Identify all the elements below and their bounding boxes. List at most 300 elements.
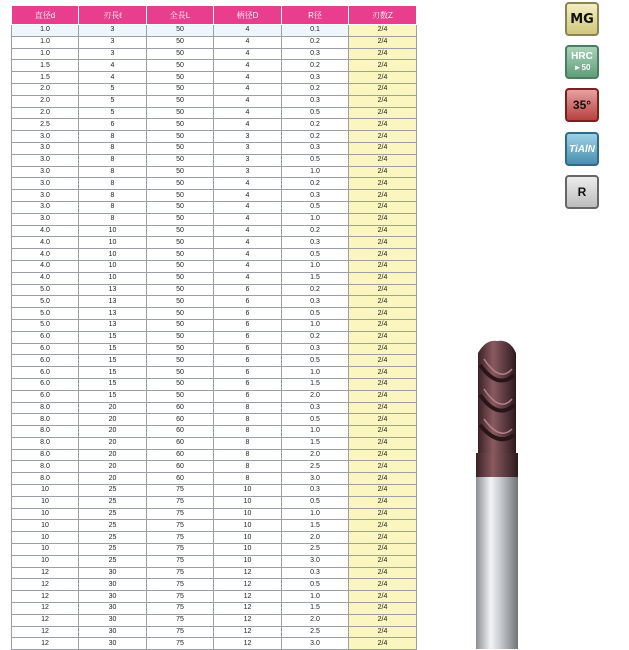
cell-overall-length: 75 [147, 603, 214, 615]
table-row [12, 296, 417, 308]
table-header-row [12, 6, 417, 25]
table-row [12, 567, 417, 579]
cell-corner-radius: 0.5 [282, 308, 349, 320]
cell-corner-radius: 0.1 [282, 25, 349, 37]
tool-shank [476, 475, 518, 649]
cell-diameter: 12 [12, 603, 79, 615]
cell-shank-diameter: 6 [214, 378, 282, 390]
cell-diameter: 6.0 [12, 378, 79, 390]
cell-flute-length: 20 [79, 449, 147, 461]
cell-flute-length: 20 [79, 437, 147, 449]
cell-diameter: 5.0 [12, 319, 79, 331]
cell-overall-length: 75 [147, 579, 214, 591]
cell-overall-length: 60 [147, 402, 214, 414]
cell-flute-length: 13 [79, 319, 147, 331]
cell-corner-radius: 3.0 [282, 638, 349, 650]
cell-flute-length: 8 [79, 201, 147, 213]
table-row [12, 402, 417, 414]
cell-corner-radius: 2.5 [282, 544, 349, 556]
cell-overall-length: 75 [147, 626, 214, 638]
cell-corner-radius: 3.0 [282, 473, 349, 485]
cell-flute-length: 15 [79, 390, 147, 402]
table-row [12, 260, 417, 272]
cell-shank-diameter: 10 [214, 485, 282, 497]
cell-flute-length: 20 [79, 426, 147, 438]
cell-shank-diameter: 10 [214, 496, 282, 508]
table-row [12, 131, 417, 143]
cell-flute-length: 13 [79, 296, 147, 308]
cell-flute-length: 13 [79, 284, 147, 296]
cell-flute-count: 2/4 [349, 437, 417, 449]
cell-overall-length: 60 [147, 437, 214, 449]
cell-flute-length: 13 [79, 308, 147, 320]
cell-overall-length: 50 [147, 60, 214, 72]
cell-shank-diameter: 10 [214, 544, 282, 556]
tool-neck [476, 453, 518, 477]
cell-shank-diameter: 4 [214, 25, 282, 37]
cell-corner-radius: 2.5 [282, 461, 349, 473]
coating-label: TiAlN [569, 143, 595, 155]
cell-flute-count: 2/4 [349, 390, 417, 402]
cell-flute-count: 2/4 [349, 60, 417, 72]
cell-flute-count: 2/4 [349, 567, 417, 579]
cell-flute-count: 2/4 [349, 485, 417, 497]
cell-shank-diameter: 4 [214, 237, 282, 249]
cell-shank-diameter: 4 [214, 83, 282, 95]
cell-flute-length: 30 [79, 579, 147, 591]
cell-diameter: 8.0 [12, 473, 79, 485]
cell-overall-length: 75 [147, 638, 214, 650]
table-row [12, 201, 417, 213]
cell-corner-radius: 0.5 [282, 414, 349, 426]
cell-diameter: 8.0 [12, 449, 79, 461]
table-row [12, 213, 417, 225]
cell-flute-length: 8 [79, 190, 147, 202]
cell-shank-diameter: 12 [214, 626, 282, 638]
header-shank-diameter: 柄径D [214, 6, 282, 25]
cell-overall-length: 50 [147, 225, 214, 237]
cell-flute-length: 5 [79, 107, 147, 119]
cell-flute-count: 2/4 [349, 319, 417, 331]
cell-shank-diameter: 8 [214, 461, 282, 473]
cell-diameter: 5.0 [12, 308, 79, 320]
cell-overall-length: 50 [147, 355, 214, 367]
cell-corner-radius: 1.0 [282, 166, 349, 178]
cell-flute-length: 20 [79, 473, 147, 485]
cell-shank-diameter: 4 [214, 190, 282, 202]
cell-corner-radius: 0.2 [282, 60, 349, 72]
cell-diameter: 12 [12, 614, 79, 626]
cell-diameter: 10 [12, 555, 79, 567]
cell-diameter: 4.0 [12, 249, 79, 261]
cell-corner-radius: 1.0 [282, 319, 349, 331]
cell-flute-count: 2/4 [349, 107, 417, 119]
cell-shank-diameter: 3 [214, 166, 282, 178]
cell-shank-diameter: 3 [214, 142, 282, 154]
cell-shank-diameter: 4 [214, 95, 282, 107]
cell-overall-length: 60 [147, 461, 214, 473]
cell-flute-count: 2/4 [349, 154, 417, 166]
table-row [12, 426, 417, 438]
cell-overall-length: 50 [147, 308, 214, 320]
cell-flute-count: 2/4 [349, 473, 417, 485]
cell-flute-count: 2/4 [349, 178, 417, 190]
cell-diameter: 10 [12, 520, 79, 532]
cell-overall-length: 60 [147, 449, 214, 461]
cell-overall-length: 50 [147, 331, 214, 343]
cell-flute-length: 8 [79, 213, 147, 225]
cell-corner-radius: 2.0 [282, 449, 349, 461]
cell-corner-radius: 1.0 [282, 591, 349, 603]
cell-flute-length: 10 [79, 249, 147, 261]
cell-diameter: 10 [12, 508, 79, 520]
cell-flute-count: 2/4 [349, 119, 417, 131]
table-row [12, 308, 417, 320]
cell-diameter: 10 [12, 532, 79, 544]
cell-flute-length: 10 [79, 260, 147, 272]
table-row [12, 414, 417, 426]
cell-flute-count: 2/4 [349, 142, 417, 154]
cell-flute-count: 2/4 [349, 166, 417, 178]
cell-diameter: 8.0 [12, 402, 79, 414]
cell-overall-length: 50 [147, 237, 214, 249]
cell-flute-length: 8 [79, 154, 147, 166]
cell-flute-length: 20 [79, 461, 147, 473]
table-row [12, 485, 417, 497]
cell-flute-count: 2/4 [349, 72, 417, 84]
cell-overall-length: 75 [147, 555, 214, 567]
cell-corner-radius: 0.3 [282, 343, 349, 355]
cell-flute-length: 6 [79, 119, 147, 131]
header-flute-count: 刃数Z [349, 6, 417, 25]
cell-shank-diameter: 3 [214, 131, 282, 143]
table-row [12, 107, 417, 119]
cell-corner-radius: 0.3 [282, 48, 349, 60]
cell-flute-count: 2/4 [349, 355, 417, 367]
cell-flute-length: 25 [79, 532, 147, 544]
cell-diameter: 6.0 [12, 355, 79, 367]
cell-shank-diameter: 4 [214, 225, 282, 237]
cell-overall-length: 50 [147, 296, 214, 308]
cell-diameter: 2.0 [12, 107, 79, 119]
cell-corner-radius: 0.3 [282, 402, 349, 414]
table-row [12, 603, 417, 615]
cell-flute-length: 8 [79, 131, 147, 143]
cell-flute-length: 25 [79, 508, 147, 520]
corner-radius-badge [565, 175, 599, 209]
table-row [12, 142, 417, 154]
cell-flute-count: 2/4 [349, 579, 417, 591]
cell-flute-count: 2/4 [349, 131, 417, 143]
cell-shank-diameter: 8 [214, 449, 282, 461]
cell-overall-length: 75 [147, 544, 214, 556]
cell-flute-length: 25 [79, 520, 147, 532]
table-row [12, 119, 417, 131]
cell-shank-diameter: 12 [214, 614, 282, 626]
table-row [12, 367, 417, 379]
cell-shank-diameter: 12 [214, 638, 282, 650]
cell-overall-length: 75 [147, 614, 214, 626]
cell-corner-radius: 0.3 [282, 237, 349, 249]
table-row [12, 190, 417, 202]
cell-overall-length: 75 [147, 591, 214, 603]
cell-overall-length: 50 [147, 119, 214, 131]
cell-flute-length: 10 [79, 237, 147, 249]
cell-shank-diameter: 4 [214, 272, 282, 284]
cell-overall-length: 50 [147, 131, 214, 143]
cell-corner-radius: 1.5 [282, 272, 349, 284]
cell-corner-radius: 0.2 [282, 331, 349, 343]
cell-overall-length: 60 [147, 414, 214, 426]
cell-flute-count: 2/4 [349, 402, 417, 414]
cell-shank-diameter: 12 [214, 591, 282, 603]
table-row [12, 508, 417, 520]
table-row [12, 555, 417, 567]
cell-overall-length: 60 [147, 426, 214, 438]
cell-diameter: 3.0 [12, 142, 79, 154]
spec-table [11, 5, 417, 650]
cell-shank-diameter: 3 [214, 154, 282, 166]
table-row [12, 166, 417, 178]
cell-overall-length: 50 [147, 166, 214, 178]
cell-flute-length: 4 [79, 72, 147, 84]
cell-corner-radius: 1.0 [282, 260, 349, 272]
cell-flute-length: 25 [79, 496, 147, 508]
table-row [12, 355, 417, 367]
cell-flute-length: 4 [79, 60, 147, 72]
hardness-badge [565, 45, 599, 79]
cell-flute-count: 2/4 [349, 213, 417, 225]
cell-flute-count: 2/4 [349, 555, 417, 567]
cell-flute-count: 2/4 [349, 190, 417, 202]
cell-flute-count: 2/4 [349, 237, 417, 249]
table-row [12, 343, 417, 355]
cell-flute-length: 25 [79, 555, 147, 567]
cell-flute-length: 30 [79, 567, 147, 579]
cell-overall-length: 75 [147, 485, 214, 497]
cell-overall-length: 50 [147, 319, 214, 331]
cell-flute-length: 10 [79, 272, 147, 284]
radius-label: R [577, 185, 587, 199]
cell-diameter: 4.0 [12, 272, 79, 284]
cell-diameter: 10 [12, 485, 79, 497]
cell-corner-radius: 1.5 [282, 520, 349, 532]
cell-flute-count: 2/4 [349, 331, 417, 343]
cell-shank-diameter: 8 [214, 473, 282, 485]
cell-corner-radius: 0.5 [282, 496, 349, 508]
cell-flute-count: 2/4 [349, 272, 417, 284]
cell-diameter: 5.0 [12, 296, 79, 308]
cell-overall-length: 75 [147, 520, 214, 532]
cell-corner-radius: 0.3 [282, 296, 349, 308]
cell-corner-radius: 0.2 [282, 36, 349, 48]
cell-flute-count: 2/4 [349, 260, 417, 272]
cell-flute-length: 30 [79, 638, 147, 650]
cell-overall-length: 50 [147, 142, 214, 154]
cell-shank-diameter: 10 [214, 532, 282, 544]
table-row [12, 331, 417, 343]
helix-angle-badge [565, 88, 599, 122]
cell-flute-length: 25 [79, 485, 147, 497]
cell-overall-length: 75 [147, 496, 214, 508]
cell-corner-radius: 0.2 [282, 119, 349, 131]
cell-shank-diameter: 10 [214, 555, 282, 567]
cell-flute-count: 2/4 [349, 83, 417, 95]
cell-diameter: 12 [12, 567, 79, 579]
cell-flute-length: 25 [79, 544, 147, 556]
cell-diameter: 6.0 [12, 343, 79, 355]
cell-shank-diameter: 4 [214, 72, 282, 84]
cell-flute-length: 30 [79, 603, 147, 615]
table-row [12, 626, 417, 638]
table-row [12, 95, 417, 107]
cell-overall-length: 50 [147, 284, 214, 296]
cell-flute-length: 8 [79, 166, 147, 178]
table-row [12, 449, 417, 461]
material-label: MG [570, 11, 594, 27]
table-row [12, 48, 417, 60]
cell-flute-length: 15 [79, 367, 147, 379]
table-row [12, 237, 417, 249]
cell-diameter: 4.0 [12, 237, 79, 249]
cell-corner-radius: 1.5 [282, 603, 349, 615]
cell-diameter: 3.0 [12, 190, 79, 202]
cell-flute-count: 2/4 [349, 225, 417, 237]
cell-corner-radius: 0.3 [282, 485, 349, 497]
cell-flute-count: 2/4 [349, 461, 417, 473]
header-corner-radius: R径 [282, 6, 349, 25]
cell-flute-count: 2/4 [349, 426, 417, 438]
cell-corner-radius: 0.5 [282, 107, 349, 119]
cell-flute-count: 2/4 [349, 95, 417, 107]
hardness-value: ►50 [573, 63, 591, 72]
cell-flute-length: 5 [79, 83, 147, 95]
cell-shank-diameter: 6 [214, 308, 282, 320]
table-row [12, 272, 417, 284]
cell-shank-diameter: 4 [214, 213, 282, 225]
cell-flute-length: 15 [79, 355, 147, 367]
cell-shank-diameter: 10 [214, 520, 282, 532]
cell-diameter: 5.0 [12, 284, 79, 296]
cell-flute-length: 30 [79, 614, 147, 626]
table-row [12, 319, 417, 331]
cell-flute-count: 2/4 [349, 532, 417, 544]
cell-overall-length: 50 [147, 154, 214, 166]
cell-flute-count: 2/4 [349, 48, 417, 60]
cell-overall-length: 50 [147, 95, 214, 107]
table-row [12, 520, 417, 532]
cell-overall-length: 75 [147, 508, 214, 520]
cell-flute-count: 2/4 [349, 378, 417, 390]
header-diameter: 直径d [12, 6, 79, 25]
cell-diameter: 1.5 [12, 72, 79, 84]
cell-diameter: 6.0 [12, 367, 79, 379]
table-row [12, 579, 417, 591]
cell-overall-length: 50 [147, 36, 214, 48]
cell-corner-radius: 0.3 [282, 72, 349, 84]
cell-diameter: 8.0 [12, 461, 79, 473]
cell-corner-radius: 0.2 [282, 284, 349, 296]
cell-overall-length: 50 [147, 213, 214, 225]
cell-shank-diameter: 4 [214, 48, 282, 60]
table-row [12, 284, 417, 296]
cell-shank-diameter: 6 [214, 343, 282, 355]
cell-flute-count: 2/4 [349, 544, 417, 556]
cell-overall-length: 50 [147, 25, 214, 37]
cell-diameter: 3.0 [12, 131, 79, 143]
cell-flute-length: 3 [79, 25, 147, 37]
table-row [12, 378, 417, 390]
cell-corner-radius: 0.3 [282, 95, 349, 107]
cell-overall-length: 50 [147, 260, 214, 272]
cell-overall-length: 50 [147, 190, 214, 202]
cell-flute-length: 5 [79, 95, 147, 107]
cell-flute-count: 2/4 [349, 520, 417, 532]
cell-corner-radius: 0.2 [282, 83, 349, 95]
cell-diameter: 3.0 [12, 166, 79, 178]
cell-corner-radius: 0.5 [282, 201, 349, 213]
table-row [12, 25, 417, 37]
cell-shank-diameter: 6 [214, 284, 282, 296]
cell-flute-length: 20 [79, 414, 147, 426]
cell-flute-count: 2/4 [349, 343, 417, 355]
cell-diameter: 12 [12, 638, 79, 650]
table-row [12, 461, 417, 473]
table-row [12, 532, 417, 544]
cell-corner-radius: 1.0 [282, 213, 349, 225]
cell-diameter: 12 [12, 579, 79, 591]
cell-corner-radius: 1.0 [282, 426, 349, 438]
cell-diameter: 1.5 [12, 60, 79, 72]
cell-overall-length: 50 [147, 343, 214, 355]
cell-shank-diameter: 6 [214, 319, 282, 331]
cell-diameter: 1.0 [12, 36, 79, 48]
cell-corner-radius: 0.5 [282, 249, 349, 261]
cell-flute-count: 2/4 [349, 496, 417, 508]
table-row [12, 36, 417, 48]
cell-overall-length: 50 [147, 390, 214, 402]
cell-shank-diameter: 8 [214, 414, 282, 426]
header-overall-length: 全長L [147, 6, 214, 25]
table-row [12, 72, 417, 84]
cell-corner-radius: 0.5 [282, 579, 349, 591]
cell-diameter: 6.0 [12, 390, 79, 402]
cell-diameter: 2.0 [12, 83, 79, 95]
cell-diameter: 6.0 [12, 331, 79, 343]
cell-overall-length: 50 [147, 48, 214, 60]
cell-shank-diameter: 4 [214, 178, 282, 190]
cell-diameter: 4.0 [12, 225, 79, 237]
header-flute-length: 刃長ℓ [79, 6, 147, 25]
cell-flute-length: 20 [79, 402, 147, 414]
cell-overall-length: 50 [147, 272, 214, 284]
cell-flute-length: 10 [79, 225, 147, 237]
cell-shank-diameter: 6 [214, 390, 282, 402]
cell-shank-diameter: 6 [214, 331, 282, 343]
cell-overall-length: 75 [147, 532, 214, 544]
cell-corner-radius: 0.5 [282, 355, 349, 367]
cell-overall-length: 50 [147, 83, 214, 95]
cell-flute-count: 2/4 [349, 638, 417, 650]
cell-shank-diameter: 4 [214, 119, 282, 131]
cell-shank-diameter: 6 [214, 367, 282, 379]
table-row [12, 249, 417, 261]
table-row [12, 390, 417, 402]
cell-overall-length: 50 [147, 249, 214, 261]
cell-flute-count: 2/4 [349, 508, 417, 520]
cell-flute-count: 2/4 [349, 296, 417, 308]
cell-overall-length: 50 [147, 367, 214, 379]
